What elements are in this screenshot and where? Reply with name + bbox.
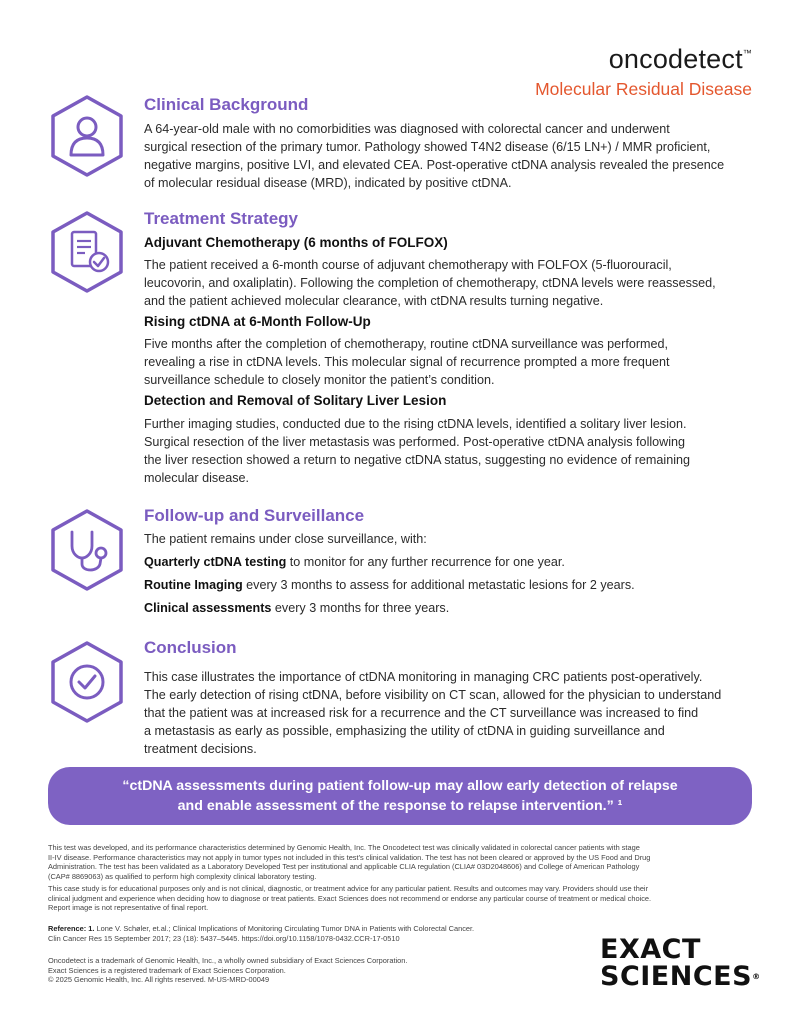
liver-lesion-text: Further imaging studies, conducted due to the rising ctDNA levels, identified a solitary liver lesion. Surgical resection of the liver metastasis was performed. Post-operative ctDNA analysis following the liver resection showed a return to negative ctDNA status, suggesting no evidence of remaining molecular disease. (144, 417, 691, 485)
clinical-background-text: A 64-year-old male with no comorbidities was diagnosed with colorectal cancer and underwent surgical resection of the primary tumor. Pathology showed T4N2 disease (6/15 LN+) / MMR proficient, negative margins, positive LVI, and elevated CEA. Post-operative ctDNA analysis revealed the presence of molecular residual disease (MRD), indicated by positive ctDNA. (144, 122, 725, 190)
stethoscope-icon (48, 508, 126, 592)
patient-icon (48, 94, 126, 178)
follow-up-item: Routine Imaging every 3 months to assess for additional metastatic lesions for 2 years. (144, 578, 635, 592)
clipboard-check-icon (48, 210, 126, 294)
disclaimer-educational: This case study is for educational purposes only and is not clinical, diagnostic, or treatment advice for any particular patient. Results and outcomes may vary. Providers should use their clinical judgment and experience when deciding how to diagnose or treat patients. Exact Sciences does not recommend or endorse any particular course of treatment or medical choice. Report image is not representative of final report. (48, 884, 652, 913)
brand-tagline: Molecular Residual Disease (535, 79, 752, 99)
liver-lesion-subtitle: Detection and Removal of Solitary Liver Lesion (144, 393, 447, 408)
brand-header (535, 44, 752, 100)
follow-up-intro: The patient remains under close surveillance, with: (144, 532, 427, 546)
conclusion-title: Conclusion (144, 638, 237, 657)
conclusion-text: This case illustrates the importance of ctDNA monitoring in managing CRC patients post-operatively. The early detection of rising ctDNA, before visibility on CT scan, allowed for the physician to understand that the patient was at increased risk for a recurrence and the CT surveillance was increased to find a metastasis as early as possible, emphasizing the utility of ctDNA in guiding surveillance and treatment decisions. (144, 670, 722, 756)
exact-sciences-logo: EXACT SCIENCES® (600, 934, 761, 992)
brand-name: oncodetect™ (608, 44, 752, 74)
check-circle-icon (48, 640, 126, 724)
treatment-strategy-title: Treatment Strategy (144, 209, 298, 228)
trademark-notice: Oncodetect is a trademark of Genomic Health, Inc., a wholly owned subsidiary of Exact Sciences Corporation. Exact Sciences is a registered trademark of Exact Sciences Corporation. © 2025 Genomic Health, Inc. All rights reserved. M-US-MRD-00049 (48, 956, 408, 985)
quote-line: “ctDNA assessments during patient follow-up may allow early detection of relapse (122, 778, 678, 794)
quote-banner (48, 767, 752, 825)
quote-line: and enable assessment of the response to relapse intervention.” ¹ (177, 798, 623, 814)
chemotherapy-text: The patient received a 6-month course of adjuvant chemotherapy with FOLFOX (5-fluorouracil, leucovorin, and oxaliplatin). Following the completion of chemotherapy, ctDNA levels were reassessed, and the patient achieved molecular clearance, with ctDNA results turning negative. (144, 258, 716, 308)
reference: Reference: 1. Lone V. Schøler, et.al.; Clinical Implications of Monitoring Circulating Tumor DNA in Patients with Colorectal Cancer. Clin Cancer Res 15 September 2017; 23 (18): 5437–5445. https://doi.org/10.1158/1078-0432.CCR-17-0510 (48, 924, 475, 943)
follow-up-item: Quarterly ctDNA testing to monitor for any further recurrence for one year. (144, 555, 565, 569)
rising-ctdna-subtitle: Rising ctDNA at 6-Month Follow-Up (144, 314, 371, 329)
follow-up-item: Clinical assessments every 3 months for three years. (144, 601, 450, 615)
follow-up-title: Follow-up and Surveillance (144, 506, 365, 525)
rising-ctdna-text: Five months after the completion of chemotherapy, routine ctDNA surveillance was performed, revealing a rise in ctDNA levels. This molecular signal of recurrence prompted a more frequent surveillance schedule to closely monitor the patient’s condition. (144, 337, 670, 387)
chemotherapy-subtitle: Adjuvant Chemotherapy (6 months of FOLFOX) (144, 235, 448, 250)
clinical-background-title: Clinical Background (144, 95, 309, 114)
disclaimer-validation: This test was developed, and its performance characteristics determined by Genomic Health, Inc. The Oncodetect test was clinically validated in colorectal cancer patients with stage II-IV disease. Performance characteristics may not apply in tumor types not included in this test’s clinical validation. The test has not been cleared or approved by the US Food and Drug Administration. The test has been validated as a Laboratory Developed Test per institutional and applicable CLIA regulation (CLIA# 03D2048606) and College of American Pathology (CAP# 8869063) as qualified to perform high complexity clinical laboratory testing. (48, 843, 651, 881)
